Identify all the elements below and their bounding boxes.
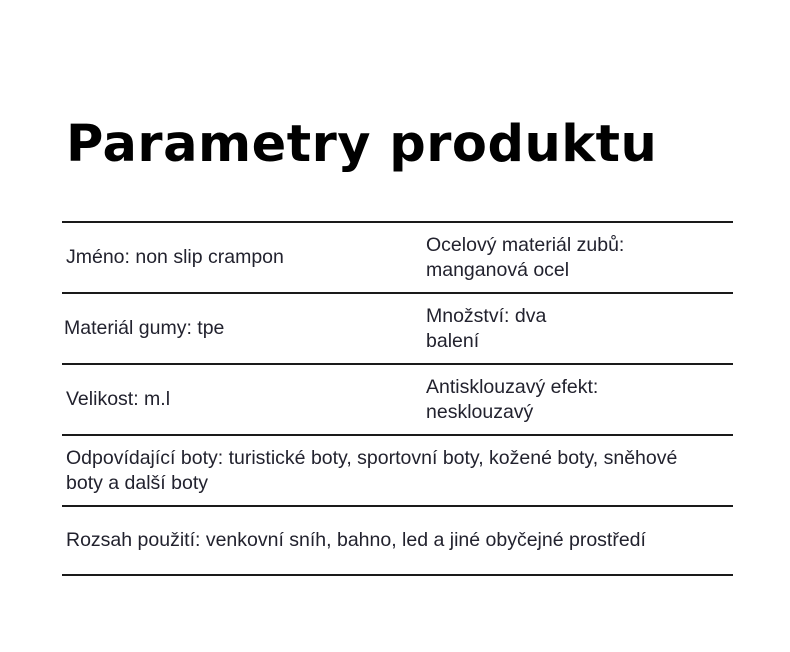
param-size: Velikost: m.l [66, 388, 171, 410]
param-name: Jméno: non slip crampon [66, 246, 284, 268]
product-parameters-table [62, 221, 733, 576]
table-row [62, 292, 733, 363]
table-cell [426, 294, 726, 363]
param-usage-range: Rozsah použití: venkovní sníh, bahno, led a jiné obyčejné prostředí [66, 529, 646, 551]
table-row [62, 363, 733, 434]
table-cell [426, 223, 726, 292]
table-cell [66, 507, 726, 574]
page-title: Parametry produktu [66, 115, 658, 174]
table-cell [66, 365, 416, 434]
param-teeth-material: Ocelový materiál zubů: manganová ocel [426, 233, 625, 281]
table-row [62, 434, 733, 505]
table-row [62, 505, 733, 576]
table-row [62, 221, 733, 292]
param-quantity: Množství: dva balení [426, 304, 547, 352]
table-cell [66, 436, 726, 505]
param-rubber-material: Materiál gumy: tpe [64, 317, 225, 339]
table-cell [66, 294, 416, 363]
param-antislip-effect: Antisklouzavý efekt: nesklouzavý [426, 375, 599, 423]
table-cell [66, 223, 416, 292]
table-cell [426, 365, 726, 434]
param-matching-shoes: Odpovídající boty: turistické boty, sportovní boty, kožené boty, sněhové boty a další boty [66, 446, 678, 494]
